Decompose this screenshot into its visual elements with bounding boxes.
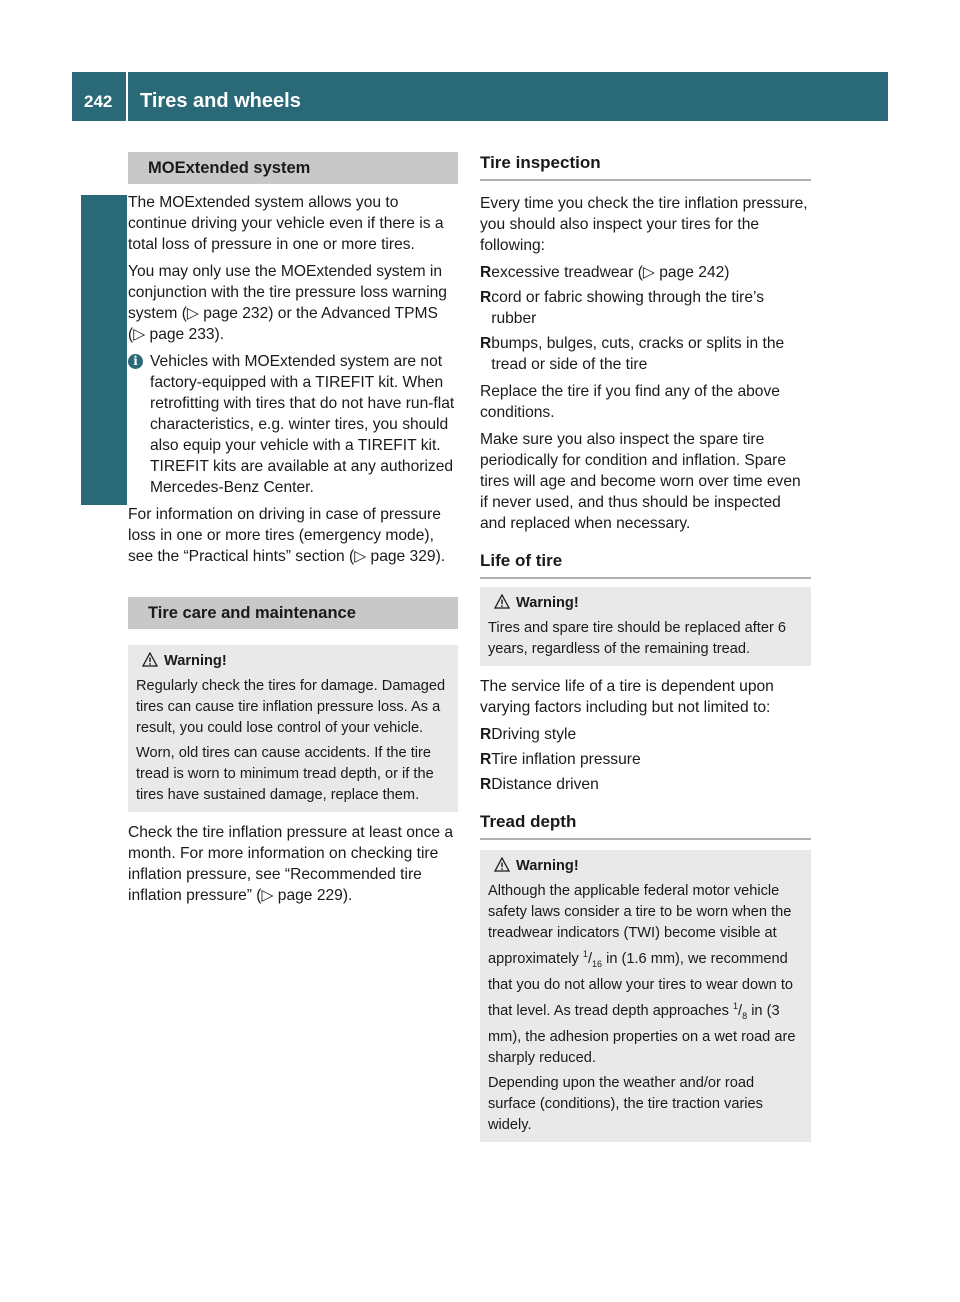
warning-text: Depending upon the weather and/or road surface (conditions), the tire traction varies widely.: [488, 1074, 763, 1133]
list-item: R Tire inflation pressure: [480, 751, 641, 768]
right-column: [480, 152, 811, 1142]
fraction-denominator: 16: [592, 958, 603, 969]
life-factors-list: [480, 724, 811, 795]
warning-text: Worn, old tires can cause accidents. If the tire tread is worn to minimum tread depth, or if the tires have sustained damage, replace them.: [136, 745, 434, 803]
side-tab-label: Operation: [95, 401, 118, 501]
warning-heading: [488, 856, 803, 877]
heading-tire-inspection: Tire inspection: [480, 152, 811, 181]
paragraph: The service life of a tire is dependent upon varying factors including but not limited to:: [480, 678, 774, 716]
paragraph: The MOExtended system allows you to continue driving your vehicle even if there is a total loss of pressure in one or more tires.: [128, 194, 444, 253]
warning-box: [128, 645, 458, 812]
warning-text: Tires and spare tire should be replaced after 6 years, regardless of the remaining tread.: [488, 620, 786, 657]
spacer: [128, 573, 458, 597]
info-note: [128, 351, 458, 504]
warning-box: [480, 850, 811, 1142]
list-item: R bumps, bulges, cuts, cracks or splits in the tread or side of the tire: [480, 335, 785, 373]
warning-text: Regularly check the tires for damage. Damaged tires can cause tire inflation pressure loss. As a result, you could lose control of your vehicle.: [136, 678, 446, 736]
section-heading-moextended: MOExtended system: [128, 152, 458, 184]
list-item: R Driving style: [480, 726, 577, 743]
section-heading-tire-care: Tire care and maintenance: [128, 597, 458, 629]
chapter-title: Tires and wheels: [140, 90, 301, 112]
fraction-numerator: 1: [582, 949, 588, 959]
fraction-numerator: 1: [733, 1000, 739, 1011]
list-item: R cord or fabric showing through the tire’s rubber: [480, 289, 765, 327]
paragraph: Replace the tire if you find any of the above conditions.: [480, 383, 780, 421]
fraction-denominator: 8: [742, 1010, 748, 1021]
page-number: 242: [84, 92, 113, 111]
warning-triangle-icon: [494, 594, 510, 609]
warning-box: [480, 587, 811, 666]
heading-life-of-tire: Life of tire: [480, 550, 811, 579]
warning-triangle-icon: [494, 857, 510, 872]
list-item: R Distance driven: [480, 776, 599, 793]
paragraph: For information on driving in case of pressure loss in one or more tires (emergency mode), see the “Practical hints” section (▷ page 329).: [128, 506, 446, 565]
paragraph: Make sure you also inspect the spare tire periodically for condition and inflation. Spare tires will age and become worn over time even if never used, and thus should be inspected and replaced when necessary.: [480, 431, 801, 532]
page-header: [72, 72, 888, 121]
info-icon: i: [128, 354, 143, 369]
header-divider: [126, 72, 128, 121]
warning-triangle-icon: [142, 652, 158, 667]
inspection-list: [480, 262, 811, 375]
warning-text: Although the applicable federal motor vehicle safety laws consider a tire to be worn when the treadwear indicators (TWI) become visible at approximately $^1/_{16}$ in (1.6 mm), we recommend that you do not allow your tires to wear down to that level. As tread depth approaches $^1/_8$ in (3 mm), the adhesion properties on a wet road are sharply reduced.: [488, 883, 796, 1066]
paragraph: Every time you check the tire inflation pressure, you should also inspect your tires for the following:: [480, 195, 808, 254]
warning-title: Warning!: [164, 653, 227, 669]
info-text: Vehicles with MOExtended system are not factory-equipped with a TIREFIT kit. When retrofitting with tires that do not have run-flat characteristics, e.g. winter tires, you should also equip your vehicle with a TIREFIT kit. TIREFIT kits are available at any authorized Mercedes-Benz Center.: [150, 353, 455, 496]
paragraph: Check the tire inflation pressure at least once a month. For more information on checking tire inflation pressure, see “Recommended tire inflation pressure” (▷ page 229).: [128, 824, 454, 904]
warning-title: Warning!: [516, 595, 579, 611]
warning-heading: [488, 593, 803, 614]
warning-heading: [136, 651, 450, 672]
heading-tread-depth: Tread depth: [480, 811, 811, 840]
left-column: [128, 152, 458, 912]
list-item: R excessive treadwear (▷ page 242): [480, 264, 730, 281]
paragraph: You may only use the MOExtended system in conjunction with the tire pressure loss warning system (▷ page 232) or the Advanced TPMS (▷ page 233).: [128, 263, 447, 343]
warning-title: Warning!: [516, 858, 579, 874]
